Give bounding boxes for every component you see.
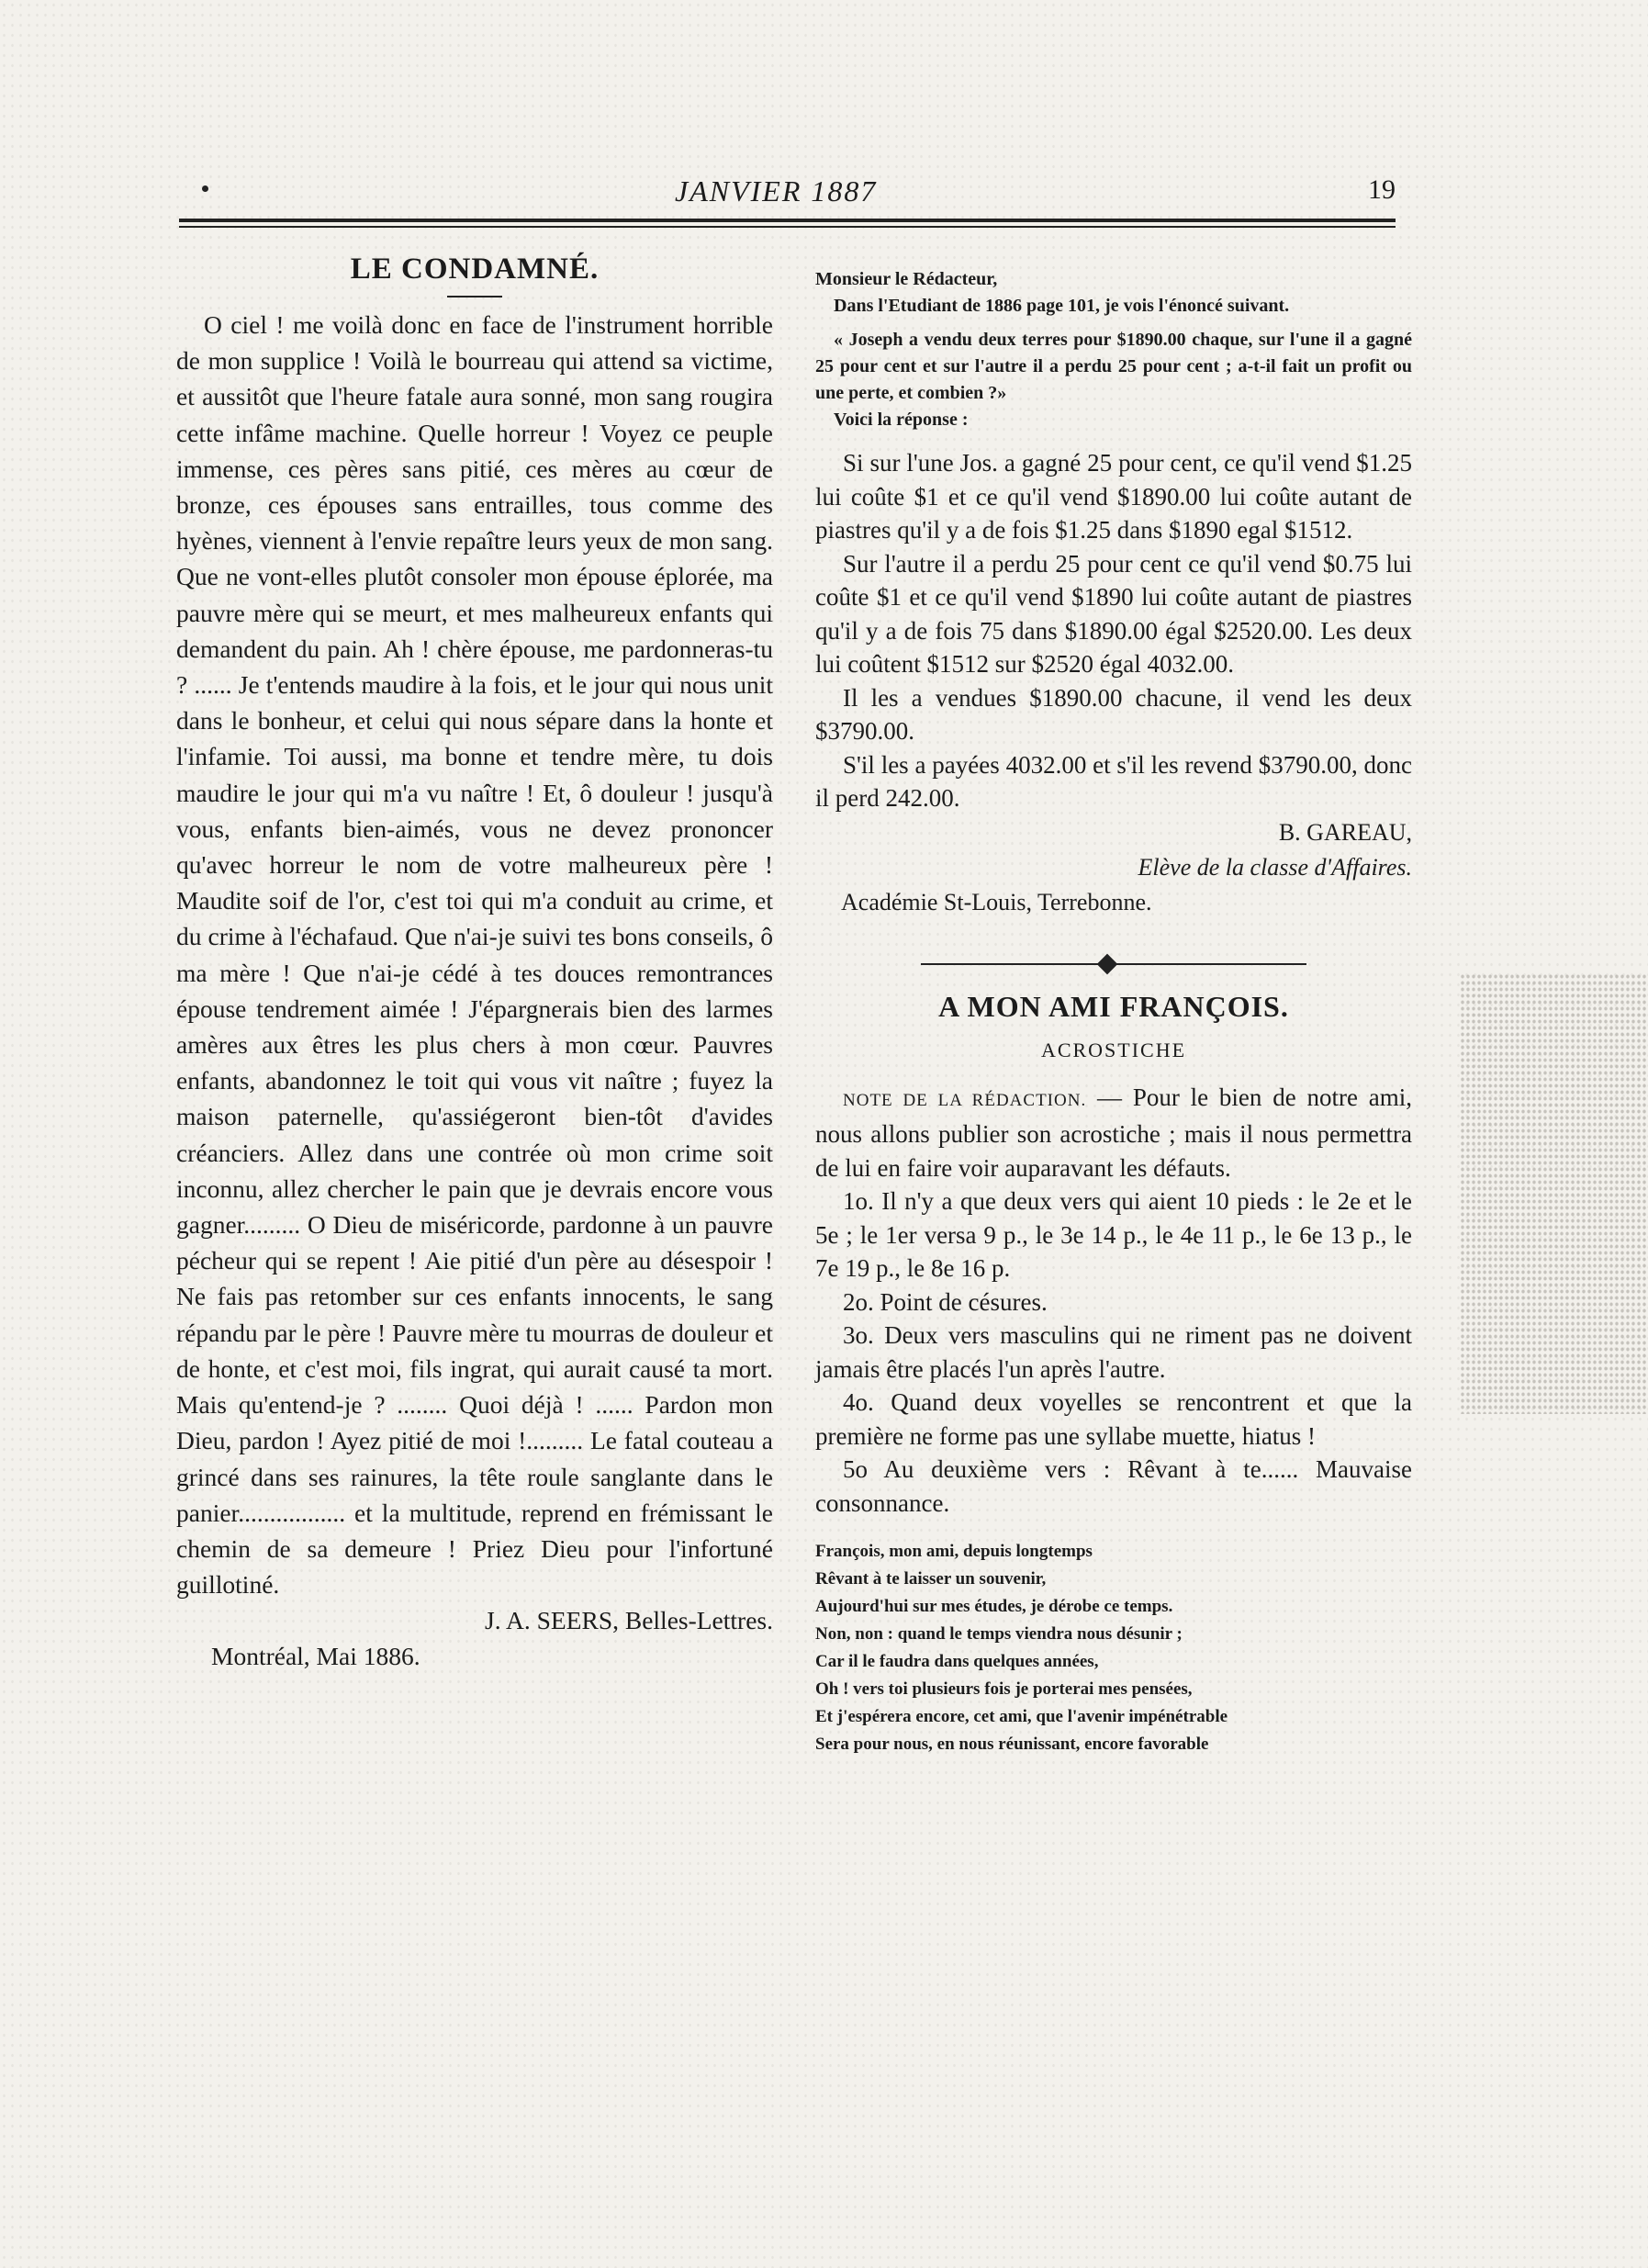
editor-note-label: NOTE DE LA RÉDACTION. <box>843 1090 1087 1110</box>
article-body: O ciel ! me voilà donc en face de l'instrument horrible de mon supplice ! Voilà le bourreau qui attend sa victime, et aussitôt que l'heure fatale aura sonné, mon sang rougira cette infâme machine. Quelle horreur ! Voyez ce peuple immense, ces pères sans pitié, ces mères au cœur de bronze, ces épouses sans entrailles, tous comme des hyènes, viennent à l'envie repaître leurs yeux de mon sang. Que ne vont-elles plutôt consoler mon épouse éplorée, ma pauvre mère qui se meurt, et mes malheureux enfants qui demandent du pain. Ah ! chère épouse, me pardonneras-tu ? ...... Je t'entends maudire à la fois, et le jour qui nous unit dans le bonheur, et celui qui nous sépare dans la honte et l'infamie. Toi aussi, ma bonne et tendre mère, tu dois maudire le jour qui m'a vu naître ! Et, ô douleur ! jusqu'à vous, enfants bien-aimés, vous ne devez prononcer qu'avec horreur le nom de votre malheureux père ! Maudite soif de l'or, c'est toi qui m'a conduit au crime, et du crime à l'échafaud. Que n'ai-je suivi tes bons conseils, ô ma mère ! Que n'ai-je cédé à tes douces remontrances épouse tendrement aimée ! J'épargnerais bien des larmes amères aux êtres les plus chers à mon cœur. Pauvres enfants, abandonnez le toit qui vous vit naître ; fuyez la maison paternelle, qu'assiégeront bien-tôt d'avides créanciers. Allez dans une contrée où mon crime soit inconnu, allez chercher le pain que je devrais encore vous gagner......... O Dieu de miséricorde, pardonne à un pauvre pécheur qui se repent ! Aie pitié d'un père au désespoir ! Ne fais pas retomber sur ces enfants innocents, le sang répandu par le père ! Pauvre mère tu mourras de douleur et de honte, et c'est moi, fils ingrat, qui aurait causé ta mort. Mais qu'entend-je ? ........ Quoi déjà ! ...... Pardon mon Dieu, pardon ! Ayez pitié de moi !......... Le fatal couteau a grincé dans ses rainures, la tête roule sanglante dans le panier................. et la multitude, reprend en frémissant le chemin de sa demeure ! Priez Dieu pour l'infortuné guillotiné. <box>176 310 773 1600</box>
critique-point: 1o. Il n'y a que deux vers qui aient 10 pieds : le 2e et le 5e ; le 1er versa 9 p., le 3e 14 p., le 4e 11 p., le 6e 13 p., le 7e 19 p., le 8e 16 p. <box>815 1187 1412 1282</box>
article-place-date: Montréal, Mai 1886. <box>211 1642 420 1671</box>
letter-signature-role: Elève de la classe d'Affaires. <box>1138 853 1412 881</box>
critique-point: 5o Au deuxième vers : Rêvant à te...... Mauvaise consonnance. <box>815 1455 1412 1517</box>
header-rule-thin <box>179 226 1396 228</box>
letter-answer-label: Voici la réponse : <box>834 410 969 430</box>
title-rule <box>447 296 502 298</box>
acrostic-line: Et j'espérera encore, cet ami, que l'avenir impénétrable <box>815 1707 1228 1726</box>
article-title: LE CONDAMNÉ. <box>350 253 600 286</box>
critique-point: 4o. Quand deux voyelles se rencontrent et que la première ne forme pas une syllabe muette, hiatus ! <box>815 1388 1412 1450</box>
editor-note-text: — Pour le bien de notre ami, nous allons publier son acrostiche ; mais il nous permettra de lui en faire voir auparavant les défauts. <box>815 1083 1413 1182</box>
acrostic-line: Non, non : quand le temps viendra nous désunir ; <box>815 1624 1183 1644</box>
acrostic-line: François, mon ami, depuis longtemps <box>815 1542 1093 1561</box>
acrostic-line: Oh ! vers toi plusieurs fois je porterai mes pensées, <box>815 1679 1193 1699</box>
acrostic-subtitle: ACROSTICHE <box>1040 1038 1187 1061</box>
header-title: JANVIER 1887 <box>675 174 878 208</box>
section-divider-ornament <box>921 955 1306 973</box>
letter-signature-place: Académie St-Louis, Terrebonne. <box>841 888 1152 915</box>
letter-signature-name: B. GAREAU, <box>1278 818 1412 846</box>
header-rule-thick <box>179 219 1396 222</box>
acrostic-line: Aujourd'hui sur mes études, je dérobe ce temps. <box>815 1597 1173 1616</box>
letter-paragraph: Il les a vendues $1890.00 chacune, il vend les deux $3790.00. <box>815 683 1412 745</box>
page-header <box>179 174 1396 220</box>
letter-paragraph: S'il les a payées 4032.00 et s'il les revend $3790.00, donc il perd 242.00. <box>815 750 1412 812</box>
letter-paragraph: Si sur l'une Jos. a gagné 25 pour cent, ce qu'il vend $1.25 lui coûte $1 et ce qu'il vend $1890.00 lui coûte autant de piastres qu'il y a de fois $1.25 dans $1890 egal $1512. <box>815 449 1412 544</box>
editor-note <box>815 1081 1412 1185</box>
header-bullet <box>202 185 208 192</box>
right-column <box>815 266 1412 1758</box>
article-signature: J. A. SEERS, Belles-Lettres. <box>485 1606 773 1635</box>
letter-paragraph: Sur l'autre il a perdu 25 pour cent ce qu'il vend $0.75 lui coûte $1 et ce qu'il vend $1890 lui coûte autant de piastres qu'il y a de fois 75 dans $1890.00 égal $2520.00. Les deux lui coûtent $1512 sur $2520 égal 4032.00. <box>815 549 1412 678</box>
acrostic-title: A MON AMI FRANÇOIS. <box>938 989 1289 1023</box>
letter-salutation: Monsieur le Rédacteur, <box>815 269 998 289</box>
acrostic-line: Car il le faudra dans quelques années, <box>815 1652 1099 1671</box>
critique-point: 2o. Point de césures. <box>843 1287 1048 1316</box>
letter-intro: Dans l'Etudiant de 1886 page 101, je vois l'énoncé suivant. <box>834 296 1290 316</box>
left-column <box>176 253 773 1674</box>
acrostic-line: Sera pour nous, en nous réunissant, encore favorable <box>815 1735 1209 1754</box>
divider-diamond <box>1097 953 1118 974</box>
letter-problem: « Joseph a vendu deux terres pour $1890.00 chaque, sur l'une il a gagné 25 pour cent et sur l'autre il a perdu 25 pour cent ; a-t-il fait un profit ou une perte, et combien ?» <box>815 330 1412 403</box>
critique-point: 3o. Deux vers masculins qui ne riment pas ne doivent jamais être placés l'un après l'autre. <box>815 1321 1412 1383</box>
margin-speckle <box>1460 973 1648 1414</box>
page-number: 19 <box>1368 174 1396 205</box>
acrostic-line: Rêvant à te laisser un souvenir, <box>815 1569 1047 1589</box>
